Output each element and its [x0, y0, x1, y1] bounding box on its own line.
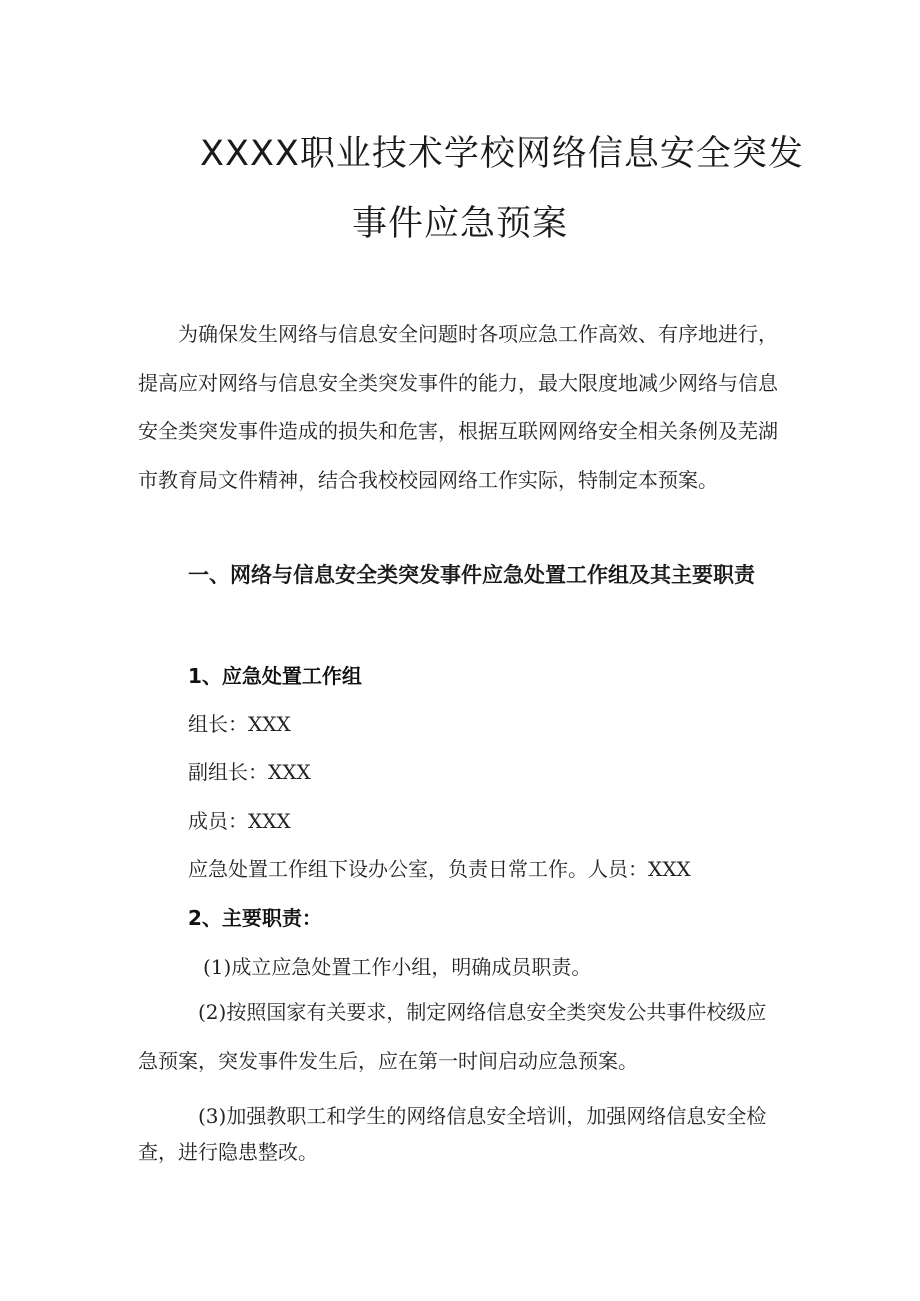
duty-item-2: (2)按照国家有关要求，制定网络信息安全类突发公共事件校级应急预案，突发事件发生后，应在第一时间启动应急预案。: [138, 1000, 767, 1073]
duty-item-1: (1)成立应急处置工作小组，明确成员职责。: [203, 955, 592, 979]
deputy-leader-line: 副组长：XXX: [188, 760, 311, 784]
members-line: 成员：XXX: [188, 809, 291, 833]
document-title-line1: XXXX职业技术学校网络信息安全突发: [200, 134, 804, 174]
leader-line: 组长：XXX: [188, 712, 291, 736]
sub2-heading: 2、主要职责：: [188, 906, 322, 930]
intro-paragraph: 为确保发生网络与信息安全问题时各项应急工作高效、有序地进行，提高应对网络与信息安全类突发事件的能力，最大限度地减少网络与信息安全类突发事件造成的损失和危害，根据互联网网络安全相关条例及芜湖市教育局文件精神，结合我校校园网络工作实际，特制定本预案。: [138, 322, 778, 492]
duty-item-3: (3)加强教职工和学生的网络信息安全培训，加强网络信息安全检查，进行隐患整改。: [138, 1104, 767, 1164]
office-line: 应急处置工作组下设办公室，负责日常工作。人员：XXX: [188, 857, 691, 881]
section1-heading: 一、网络与信息安全类突发事件应急处置工作组及其主要职责: [188, 563, 755, 587]
document-title-line2: 事件应急预案: [351, 204, 568, 244]
sub1-heading: 1、应急处置工作组: [188, 664, 362, 688]
